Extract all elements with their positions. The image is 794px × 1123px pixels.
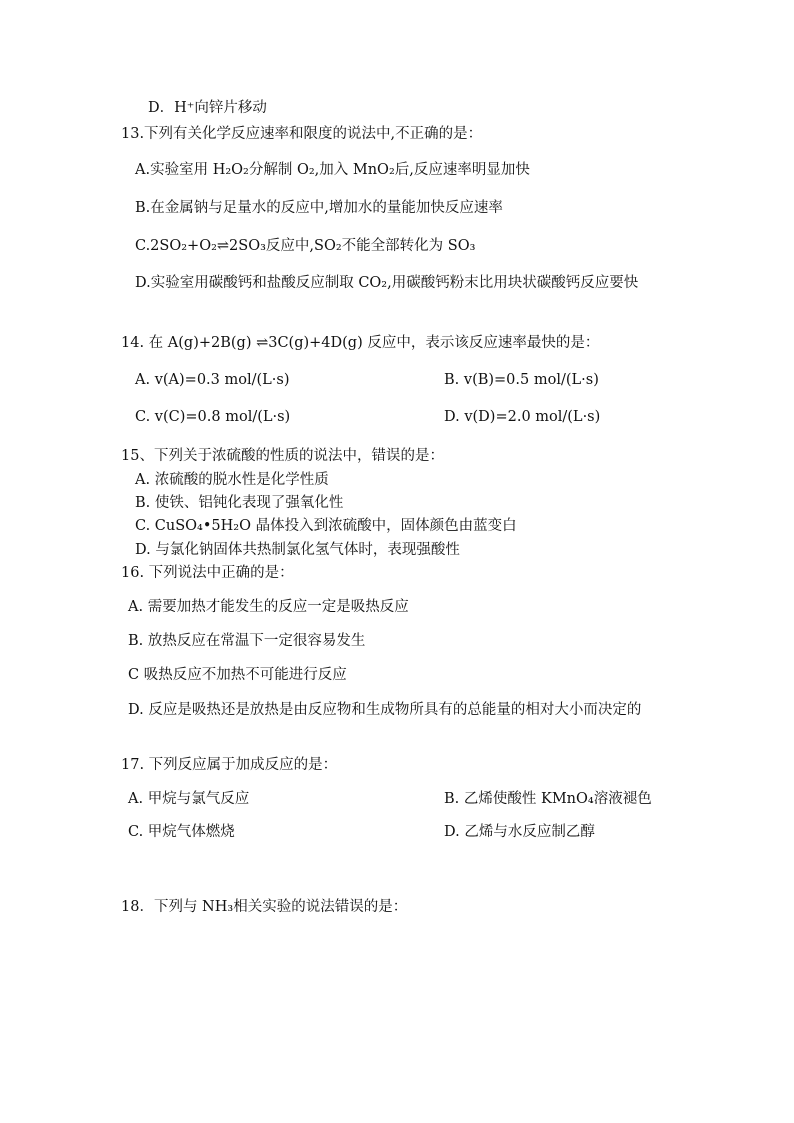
q12-option-d: D．H⁺向锌片移动 [148, 100, 267, 116]
q14-option-d: D. v(D)=2.0 mol/(L·s) [444, 409, 601, 425]
q13-option-c: C.2SO₂+O₂⇌2SO₃反应中,SO₂不能全部转化为 SO₃ [135, 238, 476, 254]
q15-option-b: B. 使铁、铝钝化表现了强氧化性 [135, 495, 344, 511]
q17-stem: 17. 下列反应属于加成反应的是： [121, 757, 338, 773]
q17-option-b: B. 乙烯使酸性 KMnO₄溶液褪色 [444, 791, 652, 807]
q16-option-c: C 吸热反应不加热不可能进行反应 [128, 667, 347, 683]
q16-option-b: B. 放热反应在常温下一定很容易发生 [128, 633, 366, 649]
q17-option-c: C. 甲烷气体燃烧 [128, 824, 235, 840]
q15-option-c: C. CuSO₄•5H₂O 晶体投入到浓硫酸中，固体颜色由蓝变白 [135, 518, 517, 534]
q16-stem: 16. 下列说法中正确的是： [121, 565, 294, 581]
q16-option-d: D. 反应是吸热还是放热是由反应物和生成物所具有的总能量的相对大小而决定的 [128, 702, 642, 718]
q13-option-d: D.实验室用碳酸钙和盐酸反应制取 CO₂,用碳酸钙粉末比用块状碳酸钙反应要快 [135, 275, 639, 291]
q17-option-d: D. 乙烯与水反应制乙醇 [444, 824, 595, 840]
q14-option-c: C. v(C)=0.8 mol/(L·s) [135, 409, 291, 425]
q17-option-a: A. 甲烷与氯气反应 [128, 791, 250, 807]
q13-stem: 13.下列有关化学反应速率和限度的说法中,不正确的是： [121, 126, 483, 142]
q15-stem: 15、下列关于浓硫酸的性质的说法中，错误的是： [121, 448, 444, 464]
q13-option-a: A.实验室用 H₂O₂分解制 O₂,加入 MnO₂后,反应速率明显加快 [135, 162, 530, 178]
q15-option-d: D. 与氯化钠固体共热制氯化氢气体时，表现强酸性 [135, 542, 460, 558]
q14-option-b: B. v(B)=0.5 mol/(L·s) [444, 372, 599, 388]
q18-stem: 18．下列与 NH₃相关实验的说法错误的是： [121, 899, 408, 915]
q14-stem: 14. 在 A(g)+2B(g) ⇌3C(g)+4D(g) 反应中，表示该反应速率最快的是： [121, 335, 600, 351]
q15-option-a: A. 浓硫酸的脱水性是化学性质 [135, 472, 329, 488]
q14-option-a: A. v(A)=0.3 mol/(L·s) [135, 372, 290, 388]
q13-option-b: B.在金属钠与足量水的反应中,增加水的量能加快反应速率 [135, 200, 503, 216]
q16-option-a: A. 需要加热才能发生的反应一定是吸热反应 [128, 599, 409, 615]
